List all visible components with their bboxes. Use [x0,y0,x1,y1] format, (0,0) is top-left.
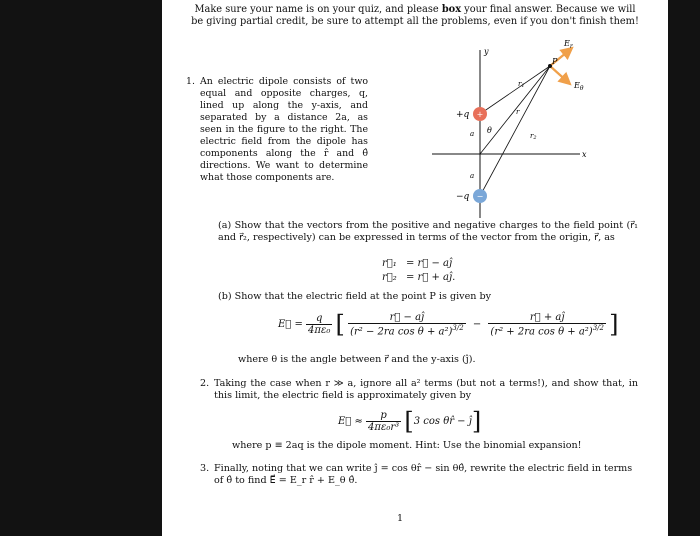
page-number: 1 [396,513,404,524]
part-a-eq2-rhs: = r⃗ + aĵ. [405,272,456,283]
part-b-t2-den-wrap [488,324,606,337]
p2-left-bracket: [ [404,407,414,436]
part-b-t2-num: r⃗ + aĵ [488,312,606,324]
r1-line [480,66,550,114]
problem2-lhs: E⃗ ≈ [338,416,363,427]
problem2-number: 2. [200,378,210,389]
part-b-t1-exp: 3/2 [452,324,464,332]
part-b-t2-exp: 3/2 [592,324,604,332]
label-minus-q: −q [456,192,470,202]
label-a-lower: a [470,172,475,180]
intro-line1-pre: Make sure your name is on your quiz, and please [194,4,442,15]
part-a-text: (a) Show that the vectors from the positive and negative charges to the field point (r⃗₁ and r⃗₂, respectively) can be expressed in terms of the vector from the origin, r⃗, as [218,220,638,243]
negative-sign: − [476,192,484,201]
problem1-text [186,76,368,184]
document-page [162,0,668,536]
intro-line1-post: your final answer. Because we will [461,4,636,15]
part-b-prefactor [306,313,332,336]
part-b-t1-den-wrap [348,324,466,337]
problem2-fraction [366,410,401,433]
y-axis-label: y [484,47,489,56]
problem2-den: 4πε₀r³ [368,422,400,433]
r-line [480,66,550,154]
p2-right-bracket: ] [471,407,482,436]
label-r2-main: r [530,132,534,140]
problem2-text [200,378,638,402]
part-a-eq1 [382,258,452,269]
part-b-term2 [488,312,606,337]
part-b-lhs: E⃗ = [278,319,303,331]
right-bracket: ] [609,310,619,339]
label-etheta [573,81,584,92]
intro-line2: be giving partial credit, be sure to attempt all the problems, even if you don't finish them! [191,15,639,27]
problem1-body: An electric dipole consists of two equal and opposite charges, q, lined up along the y-axis, and separated by a distance 2a, as seen in the figure to the right. The electric field from the dipole has components along the r̂ and θ̂ directions. We want to determine what those components are. [200,76,368,183]
label-r1-main: r [518,80,522,88]
label-er-sub: r [569,43,573,50]
left-bracket: [ [335,310,345,339]
left-margin [0,0,162,536]
problem3-text [200,463,638,487]
part-b-t1-den: (r² − 2ra cos θ + a²) [350,326,453,338]
label-r1-sub: 1 [521,83,525,89]
label-r1 [518,80,525,89]
part-a-eq1-lhs: r⃗₁ [382,258,397,269]
part-a-eq2-lhs: r⃗₂ [382,272,397,283]
part-b-minus: − [472,319,482,331]
part-b-pref-den: 4πε₀ [308,325,331,337]
part-b-t1-num: r⃗ − aĵ [348,312,466,324]
part-a-eq2 [382,272,455,283]
right-margin [668,0,700,536]
label-r2-sub: 2 [533,135,537,141]
intro-bold-box: box [441,4,462,15]
problem1-number: 1. [186,76,195,87]
problem2-equation [338,407,482,436]
positive-sign: + [476,110,484,119]
etheta-arrow-icon [550,66,570,84]
label-r2 [530,132,537,141]
part-b-text: (b) Show that the electric field at the point P is given by [218,291,492,302]
problem3-body: Finally, noting that we can write ĵ = cos θr̂ − sin θθ̂, rewrite the electric field in terms of θ̂ to find E⃗ = E_r r̂ + E_θ θ̂. [214,463,633,486]
problem2-body-eq: 3 cos θr̂ − ĵ [413,416,472,427]
label-a-upper: a [470,130,475,138]
label-etheta-main: E [574,81,580,90]
problem2-where: where p ≡ 2aq is the dipole moment. Hint: Use the binomial expansion! [232,440,582,451]
label-r: r [516,108,520,116]
part-a-eq1-rhs: = r⃗ − aĵ [405,258,453,269]
label-theta: θ [487,126,492,135]
x-axis-label: x [582,150,587,159]
label-plus-q: +q [456,110,470,120]
problem2-num: p [366,410,401,422]
label-etheta-sub: θ [579,85,584,92]
problem2-body: Taking the case when r ≫ a, ignore all a² terms (but not a terms!), and show that, in this limit, the electric field is approximately given by [214,378,638,401]
part-b-equation [278,312,619,337]
problem3-number: 3. [200,463,210,474]
intro-text [182,4,648,27]
part-b-term1 [348,312,466,337]
label-er-main: E [564,40,570,48]
part-b-where: where θ is the angle between r⃗ and the y-axis (ĵ). [238,354,476,365]
dipole-figure [412,40,602,220]
part-b-t2-den: (r² + 2ra cos θ + a²) [490,326,593,338]
label-p: P [552,57,558,66]
label-er [563,40,574,50]
part-b-pref-num: q [306,313,332,325]
